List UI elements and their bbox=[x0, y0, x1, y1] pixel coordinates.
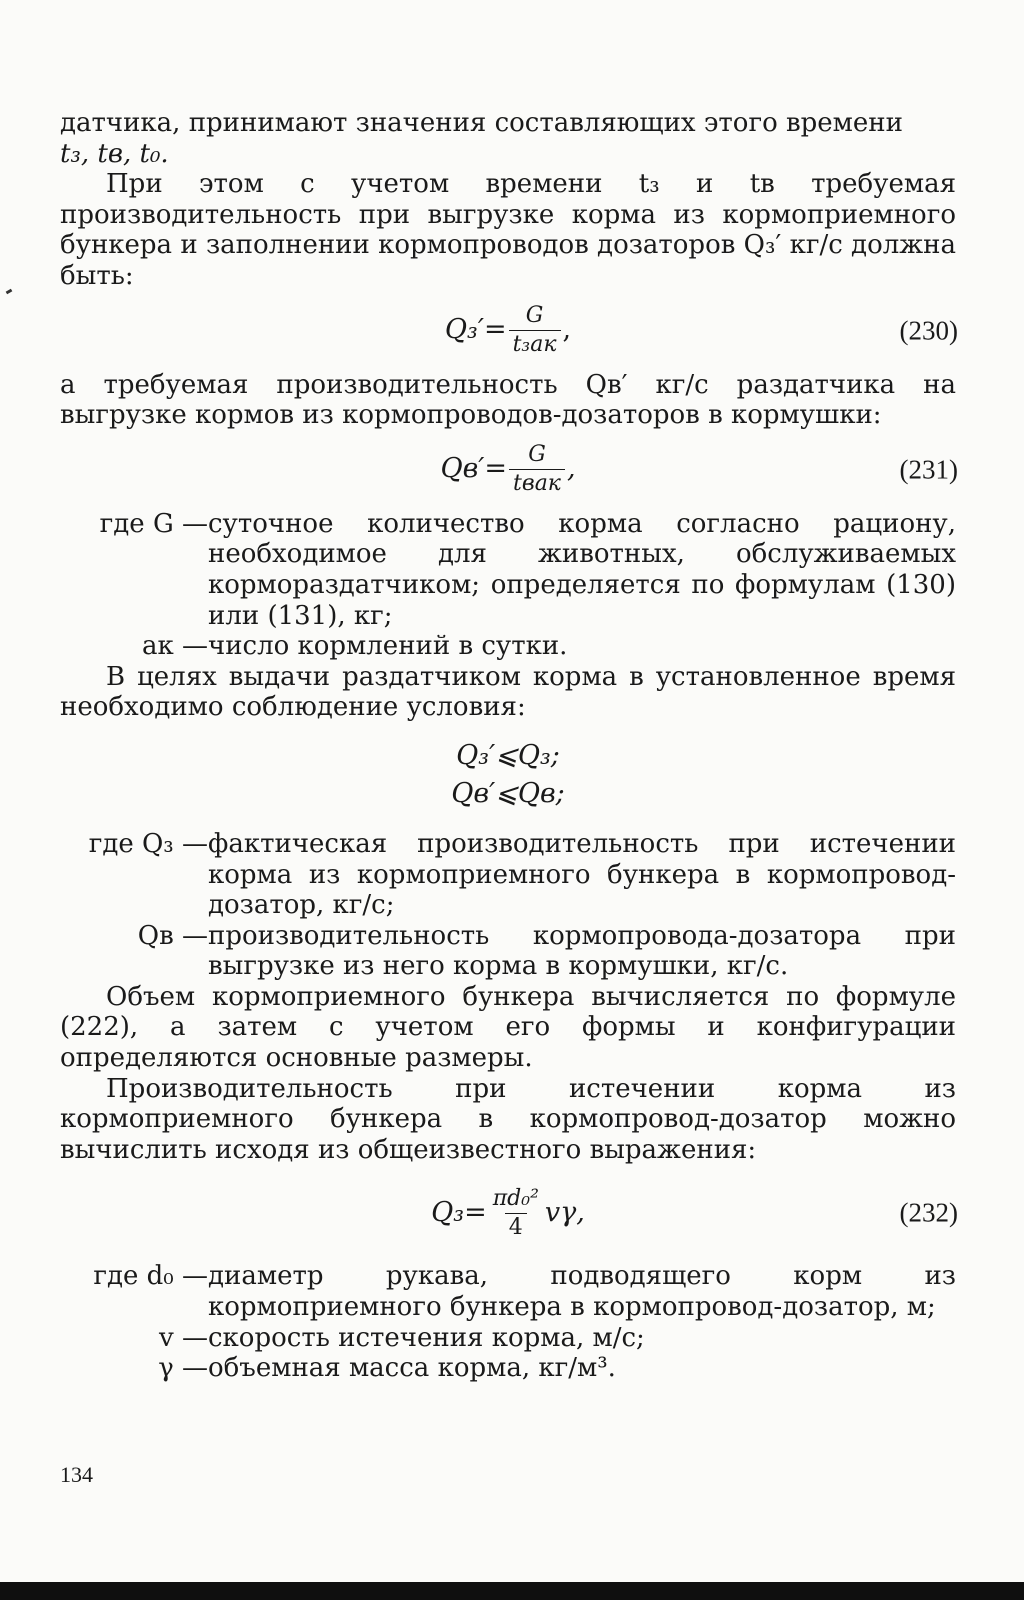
equation-230 bbox=[60, 292, 956, 370]
legend-3-term-0: где d₀ — bbox=[93, 1261, 208, 1292]
paragraph-6: Производительность при истечении корма из кормоприемного бункера в кормопровод-дозатор можно вычислить исходя из общеизвестного выражения: bbox=[60, 1073, 956, 1165]
paragraph-4: В целях выдачи раздатчиком корма в установленное время необходимо соблюдение условия: bbox=[60, 661, 956, 723]
equation-231 bbox=[60, 431, 956, 509]
eq232-number: (232) bbox=[899, 1198, 958, 1229]
legend-3-term-1: v — bbox=[159, 1322, 208, 1353]
scan-bottom-edge bbox=[0, 1582, 1024, 1600]
document-page bbox=[60, 108, 956, 1384]
legend-1-desc-1: число кормлений в сутки. bbox=[208, 631, 568, 662]
eq231-fraction bbox=[509, 443, 565, 496]
legend-3-desc-2: объемная масса корма, кг/м³. bbox=[208, 1353, 616, 1384]
legend-1 bbox=[60, 509, 956, 662]
legend-3-term-2: γ — bbox=[158, 1353, 208, 1384]
eq232-fraction bbox=[489, 1187, 543, 1240]
legend-1-desc-0: суточное количество корма согласно рациону, необходимое для животных, обслуживаемых кормораздатчиком; определяется по формулам (130) или (131), кг; bbox=[208, 508, 956, 631]
eq230-lhs: Q₃′= bbox=[444, 314, 507, 346]
legend-3 bbox=[60, 1261, 956, 1383]
legend-1-term-1: aк — bbox=[141, 631, 208, 662]
scan-speck bbox=[6, 289, 13, 295]
legend-2-term-0: где Q₃ — bbox=[88, 828, 208, 859]
inequalities bbox=[60, 723, 956, 829]
eq232-tail: vγ, bbox=[544, 1197, 585, 1229]
paragraph-1: датчика, принимают значения составляющих этого времени t₃, tв, t₀. bbox=[60, 108, 903, 169]
eq231-number: (231) bbox=[899, 454, 958, 485]
legend-2-desc-0: фактическая производительность при истечении корма из кормоприемного бункера в кормопровод-дозатор, кг/с; bbox=[208, 828, 956, 921]
eq230-number: (230) bbox=[899, 315, 958, 346]
eq232-denominator: 4 bbox=[505, 1213, 527, 1240]
eq230-denominator: t₃aк bbox=[509, 330, 561, 357]
paragraph-2: При этом с учетом времени t₃ и tв требуемая производительность при выгрузке корма из кормоприемного бункера и заполнении кормопроводов дозаторов Q₃′ кг/с должна быть: bbox=[60, 169, 956, 291]
paragraph-5: Объем кормоприемного бункера вычисляется по формуле (222), а затем с учетом его формы и конфигурации определяются основные размеры. bbox=[60, 981, 956, 1074]
eq230-tail: , bbox=[562, 314, 572, 346]
eq231-numerator: G bbox=[528, 442, 546, 468]
legend-2-term-1: Qв — bbox=[137, 920, 208, 951]
legend-1-term-0: где G — bbox=[99, 508, 208, 539]
inequality-1: Q₃′⩽Q₃; bbox=[456, 739, 560, 771]
page-number: 134 bbox=[60, 1462, 93, 1487]
eq232-lhs: Q₃= bbox=[431, 1197, 487, 1229]
legend-2-desc-1: производительность кормопровода-дозатора при выгрузке из него корма в кормушки, кг/с. bbox=[208, 920, 956, 982]
eq230-numerator: G bbox=[525, 303, 544, 329]
legend-3-desc-1: скорость истечения корма, м/с; bbox=[208, 1322, 645, 1353]
equation-232 bbox=[60, 1165, 956, 1261]
eq231-tail: , bbox=[566, 453, 576, 485]
eq231-denominator: tвaк bbox=[509, 469, 565, 496]
inequality-2: Qв′⩽Qв; bbox=[451, 777, 565, 809]
legend-3-desc-0: диаметр рукава, подводящего корм из кормоприемного бункера в кормопровод-дозатор, м; bbox=[208, 1261, 956, 1323]
eq232-numerator: πd₀² bbox=[492, 1185, 539, 1211]
eq230-fraction bbox=[509, 304, 561, 357]
eq231-lhs: Qв′= bbox=[440, 453, 508, 485]
paragraph-3: а требуемая производительность Qв′ кг/с раздатчика на выгрузке кормов из кормопроводов-дозаторов в кормушки: bbox=[60, 369, 956, 431]
legend-2 bbox=[60, 829, 956, 982]
